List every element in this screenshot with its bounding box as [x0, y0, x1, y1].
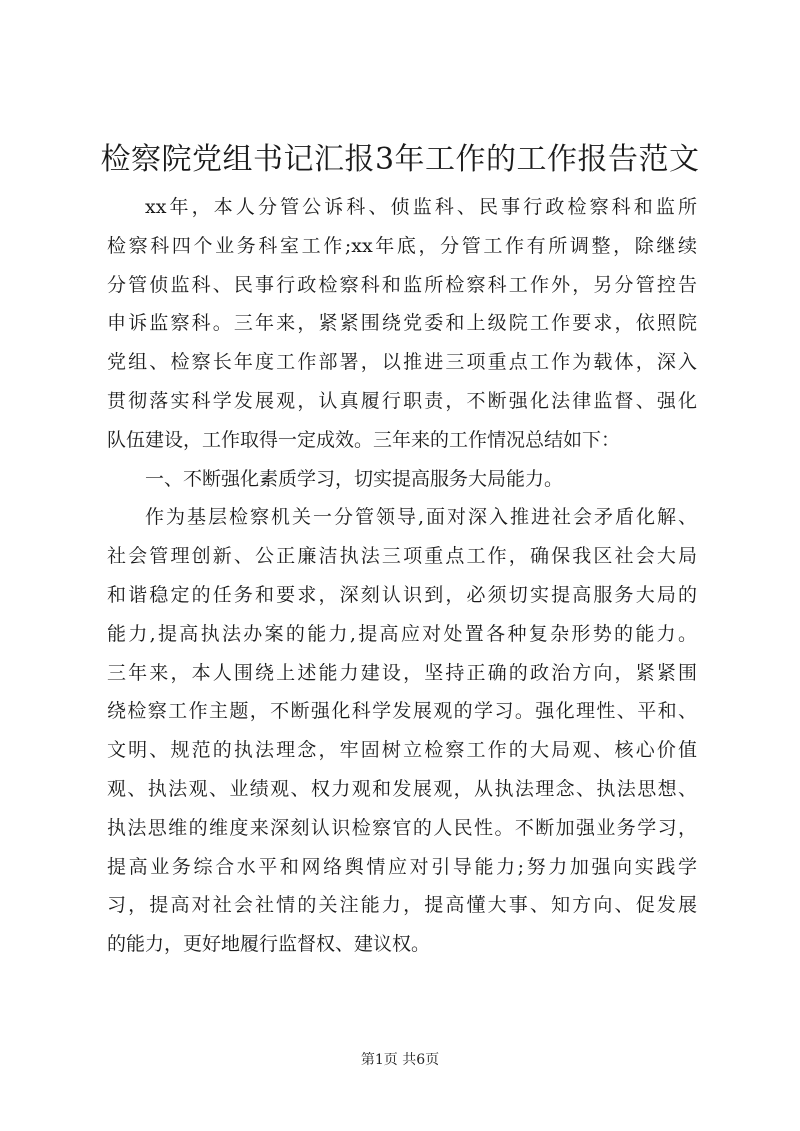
text-line: 能力,提高执法办案的能力,提高应对处置各种复杂形势的能力。: [107, 622, 697, 645]
text-line: xx年，本人分管公诉科、侦监科、民事行政检察科和监所: [145, 196, 697, 218]
text-line: 提高业务综合水平和网络舆情应对引导能力;努力加强向实践学: [107, 855, 697, 878]
text-line: 执法思维的维度来深刻认识检察官的人民性。不断加强业务学习，: [107, 816, 697, 839]
text-line: 申诉监察科。三年来，紧紧围绕党委和上级院工作要求，依照院: [107, 312, 697, 335]
text-line: 文明、规范的执法理念，牢固树立检察工作的大局观、核心价值: [107, 739, 697, 762]
document-title: 检察院党组书记汇报3年工作的工作报告范文: [100, 142, 700, 177]
text-line: 党组、检察长年度工作部署，以推进三项重点工作为载体，深入: [107, 351, 697, 374]
text-line: 作为基层检察机关一分管领导,面对深入推进社会矛盾化解、: [145, 506, 697, 529]
text-line: 三年来，本人围绕上述能力建设，坚持正确的政治方向，紧紧围: [107, 661, 697, 684]
text-line: 分管侦监科、民事行政检察科和监所检察科工作外，另分管控告: [107, 273, 697, 296]
text-line: 一、不断强化素质学习，切实提高服务大局能力。: [145, 467, 564, 490]
text-line: 队伍建设，工作取得一定成效。三年来的工作情况总结如下：: [107, 428, 621, 451]
document-body: [107, 188, 697, 964]
text-line: 贯彻落实科学发展观，认真履行职责，不断强化法律监督、强化: [107, 389, 697, 412]
text-line: 检察科四个业务科室工作;xx年底，分管工作有所调整，除继续: [107, 234, 697, 257]
text-line: 的能力，更好地履行监督权、建议权。: [107, 933, 431, 956]
text-line: 社会管理创新、公正廉洁执法三项重点工作，确保我区社会大局: [107, 545, 697, 568]
text-line: 绕检察工作主题，不断强化科学发展观的学习。强化理性、平和、: [107, 700, 697, 723]
page-number-footer: 第1页 共6页: [360, 1052, 440, 1068]
text-line: 习，提高对社会社情的关注能力，提高懂大事、知方向、促发展: [107, 894, 697, 917]
text-line: 观、执法观、业绩观、权力观和发展观，从执法理念、执法思想、: [107, 777, 697, 800]
text-line: 和谐稳定的任务和要求，深刻认识到，必须切实提高服务大局的: [107, 583, 697, 606]
